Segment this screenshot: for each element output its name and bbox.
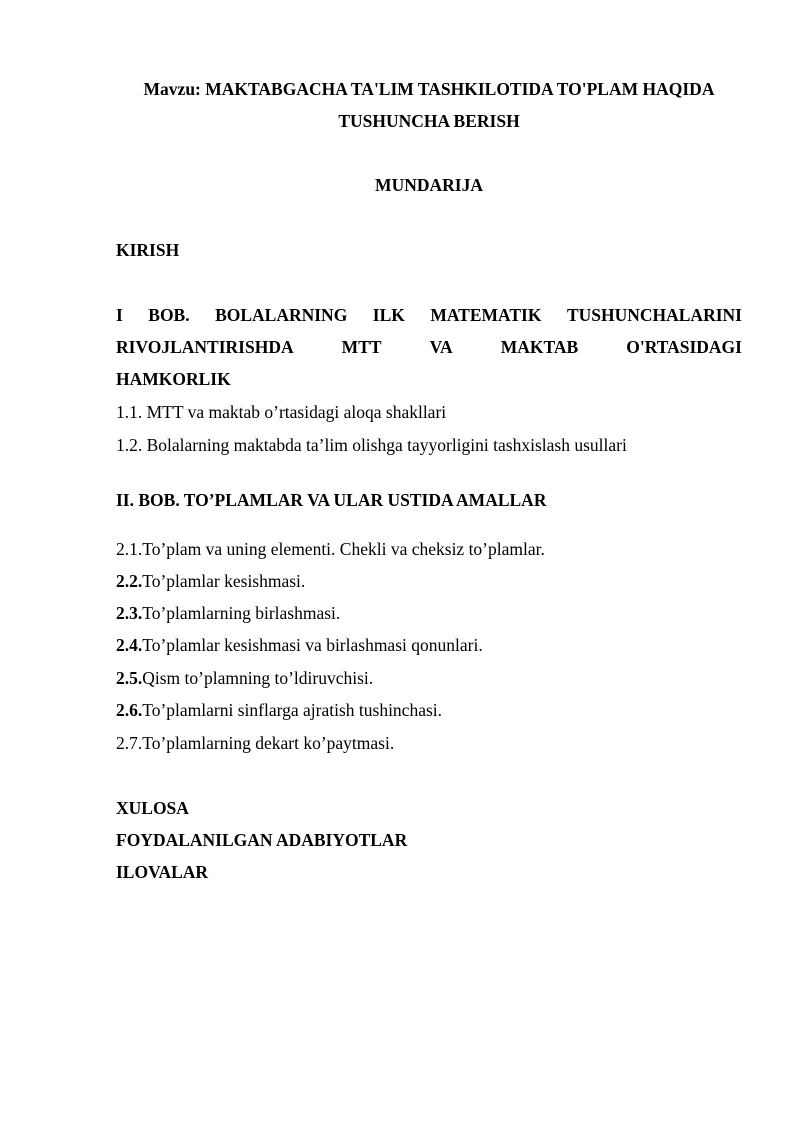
section-title: To’plamlar kesishmasi. bbox=[142, 571, 306, 591]
toc-item-intro: KIRISH bbox=[116, 240, 180, 260]
toc-section-2-4 bbox=[116, 632, 742, 658]
toc-item-appendices: ILOVALAR bbox=[116, 862, 209, 882]
section-title: To’plamlar kesishmasi va birlashmasi qonunlari. bbox=[142, 635, 483, 655]
toc-item-references: FOYDALANILGAN ADABIYOTLAR bbox=[116, 830, 408, 850]
toc-heading: MUNDARIJA bbox=[375, 175, 483, 195]
chapter2-title: II. BOB. TO’PLAMLAR VA ULAR USTIDA AMALLAR bbox=[116, 490, 547, 510]
toc-item-conclusion: XULOSA bbox=[116, 798, 189, 818]
section-title: To’plamlarning dekart ko’paytmasi. bbox=[142, 733, 395, 753]
toc-section-2-2 bbox=[116, 568, 742, 594]
section-number: 2.4. bbox=[116, 635, 143, 655]
chapter1-word: BOB. bbox=[148, 305, 190, 325]
chapter1-word: BOLALARNING bbox=[215, 305, 348, 325]
document-title-line-2: TUSHUNCHA BERISH bbox=[338, 111, 520, 131]
section-number: 2.3. bbox=[116, 603, 143, 623]
chapter1-word: MATEMATIK bbox=[430, 305, 542, 325]
toc-section-2-7 bbox=[116, 730, 742, 756]
chapter1-word: VA bbox=[429, 337, 453, 357]
section-number: 2.7. bbox=[116, 733, 143, 753]
section-title: Qism to’plamning to’ldiruvchisi. bbox=[142, 668, 374, 688]
chapter1-word: MAKTAB bbox=[500, 337, 579, 357]
chapter1-word: ILK bbox=[372, 305, 405, 325]
toc-section-2-5 bbox=[116, 665, 742, 691]
toc-section-2-1 bbox=[116, 536, 742, 562]
section-title: To’plam va uning elementi. Chekli va cheksiz to’plamlar. bbox=[142, 539, 545, 559]
section-number: 2.5. bbox=[116, 668, 143, 688]
chapter1-word: RIVOJLANTIRISHDA bbox=[116, 337, 294, 357]
section-title: To’plamlarning birlashmasi. bbox=[142, 603, 341, 623]
document-title bbox=[116, 73, 742, 137]
section-number: 2.2. bbox=[116, 571, 143, 591]
section-number: 2.6. bbox=[116, 700, 143, 720]
toc-section-1-2: 1.2. Bolalarning maktabda ta’lim olishga tayyorligini tashxislash usullari bbox=[116, 435, 627, 455]
toc-section-1-1: 1.1. MTT va maktab o’rtasidagi aloqa shakllari bbox=[116, 402, 447, 422]
chapter1-title-row-1 bbox=[116, 302, 742, 328]
chapter1-word: O'RTASIDAGI bbox=[626, 337, 742, 357]
chapter1-title-row-3: HAMKORLIK bbox=[116, 369, 231, 389]
toc-section-2-3 bbox=[116, 600, 742, 626]
chapter1-word: I bbox=[116, 305, 123, 325]
section-title: To’plamlarni sinflarga ajratish tushinchasi. bbox=[142, 700, 443, 720]
chapter1-word: TUSHUNCHALARINI bbox=[566, 305, 742, 325]
toc-section-2-6 bbox=[116, 697, 742, 723]
chapter1-word: MTT bbox=[341, 337, 382, 357]
chapter1-title-row-2 bbox=[116, 334, 742, 360]
section-number: 2.1. bbox=[116, 539, 143, 559]
document-title-line-1: Mavzu: MAKTABGACHA TA'LIM TASHKILOTIDA TO'PLAM HAQIDA bbox=[143, 79, 715, 99]
